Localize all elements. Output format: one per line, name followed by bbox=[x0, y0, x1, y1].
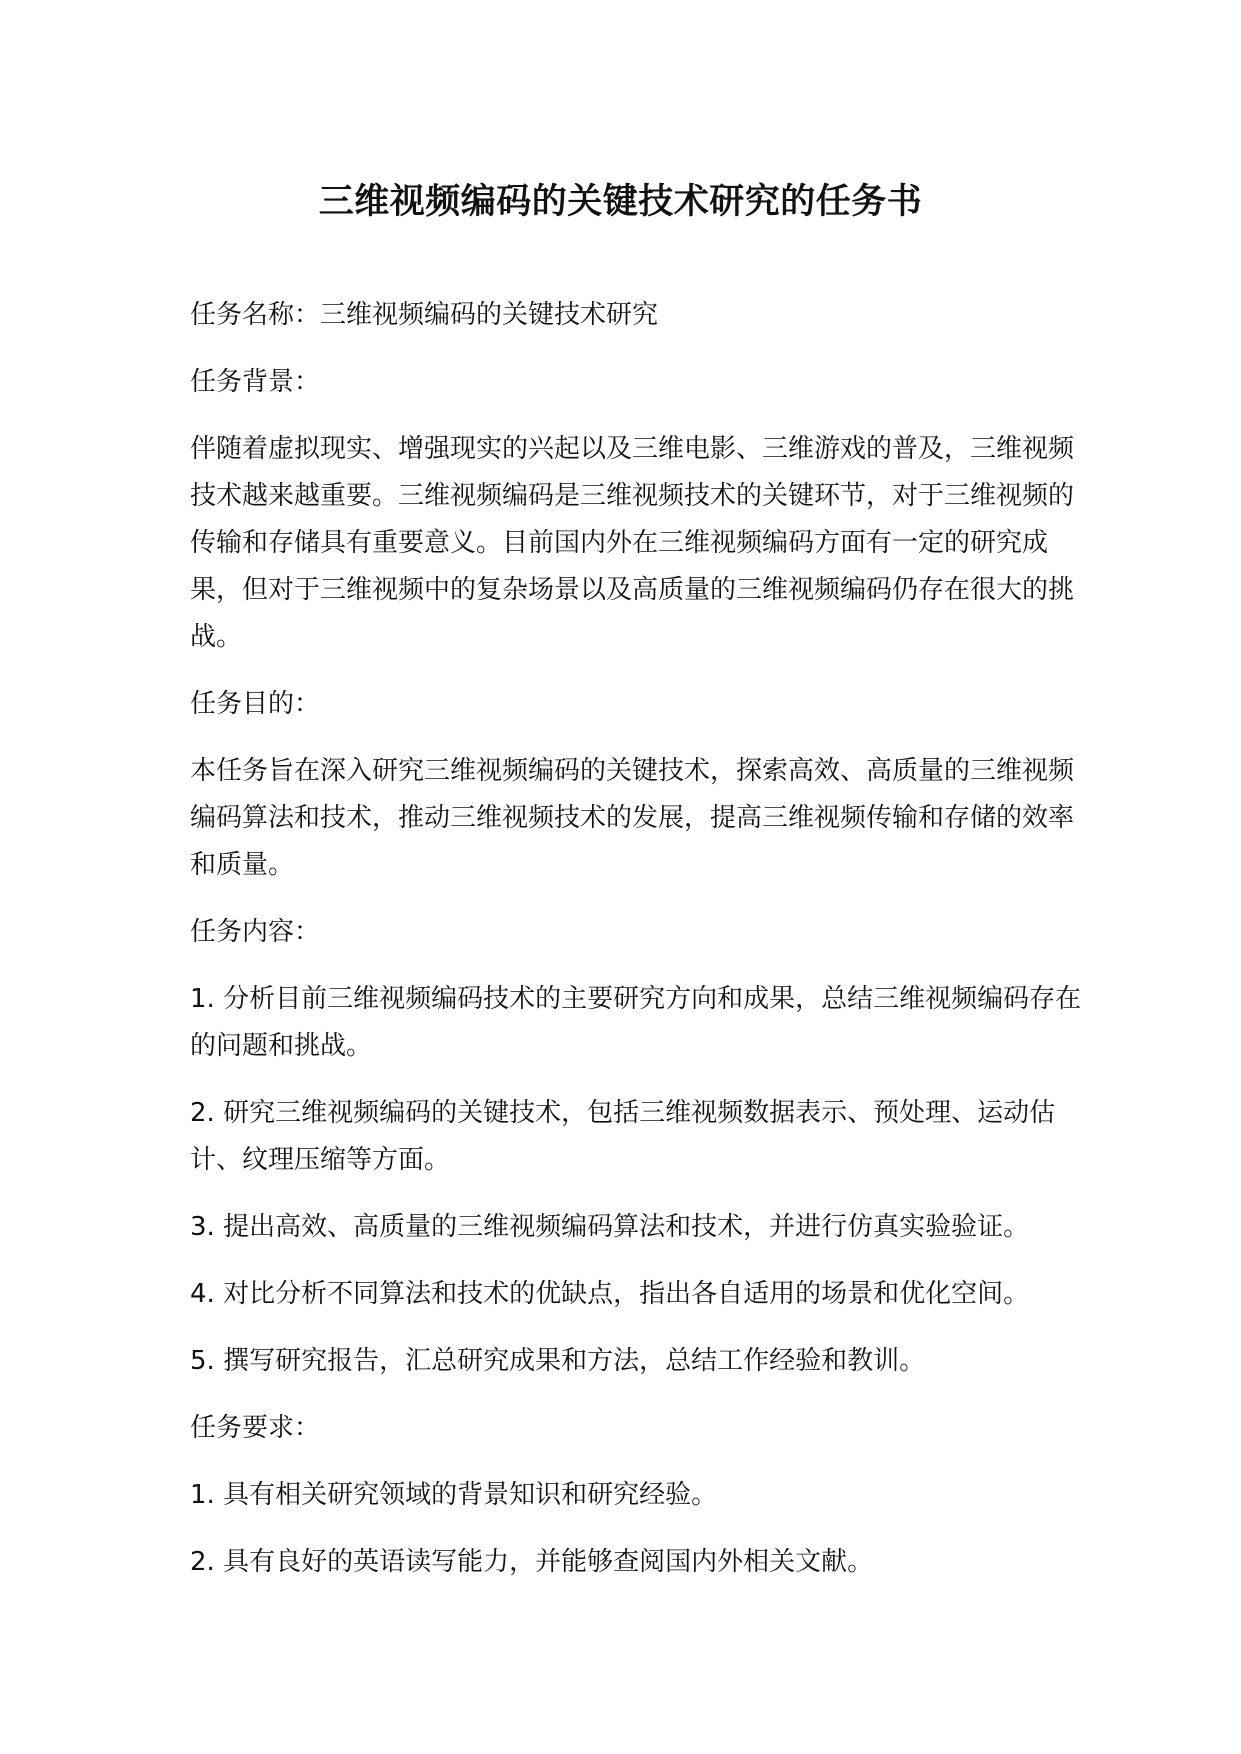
task-content-item-3: 3. 提出高效、高质量的三维视频编码算法和技术，并进行仿真实验验证。 bbox=[190, 1212, 1030, 1242]
task-background-text: 伴随着虚拟现实、增强现实的兴起以及三维电影、三维游戏的普及，三维视频技术越来越重要。三维视频编码是三维视频技术的关键环节，对于三维视频的传输和存储具有重要意义。目前国内外在三维视频编码方面有一定的研究成果，但对于三维视频中的复杂场景以及高质量的三维视频编码仍存在很大的挑战。 bbox=[190, 434, 1075, 652]
task-content-item-5: 5. 撰写研究报告，汇总研究成果和方法，总结工作经验和教训。 bbox=[190, 1346, 926, 1376]
task-requirements-heading: 任务要求： bbox=[190, 1413, 321, 1443]
task-purpose-heading: 任务目的： bbox=[190, 689, 321, 719]
task-purpose-text: 本任务旨在深入研究三维视频编码的关键技术，探索高效、高质量的三维视频编码算法和技术，推动三维视频技术的发展，提高三维视频传输和存储的效率和质量。 bbox=[190, 756, 1075, 880]
document-body bbox=[190, 292, 1090, 1606]
task-content-item-1: 1. 分析目前三维视频编码技术的主要研究方向和成果，总结三维视频编码存在的问题和挑战。 bbox=[190, 984, 1082, 1061]
task-requirement-item-2: 2. 具有良好的英语读写能力，并能够查阅国内外相关文献。 bbox=[190, 1547, 874, 1577]
task-content-item-4: 4. 对比分析不同算法和技术的优缺点，指出各自适用的场景和优化空间。 bbox=[190, 1279, 1030, 1309]
document-title: 三维视频编码的关键技术研究的任务书 bbox=[318, 182, 923, 222]
task-requirement-item-1: 1. 具有相关研究领域的背景知识和研究经验。 bbox=[190, 1480, 718, 1510]
task-background-heading: 任务背景： bbox=[190, 367, 321, 397]
task-content-heading: 任务内容： bbox=[190, 917, 321, 947]
task-name-line: 任务名称：三维视频编码的关键技术研究 bbox=[190, 300, 659, 330]
task-content-item-2: 2. 研究三维视频编码的关键技术，包括三维视频数据表示、预处理、运动估计、纹理压缩等方面。 bbox=[190, 1098, 1056, 1175]
